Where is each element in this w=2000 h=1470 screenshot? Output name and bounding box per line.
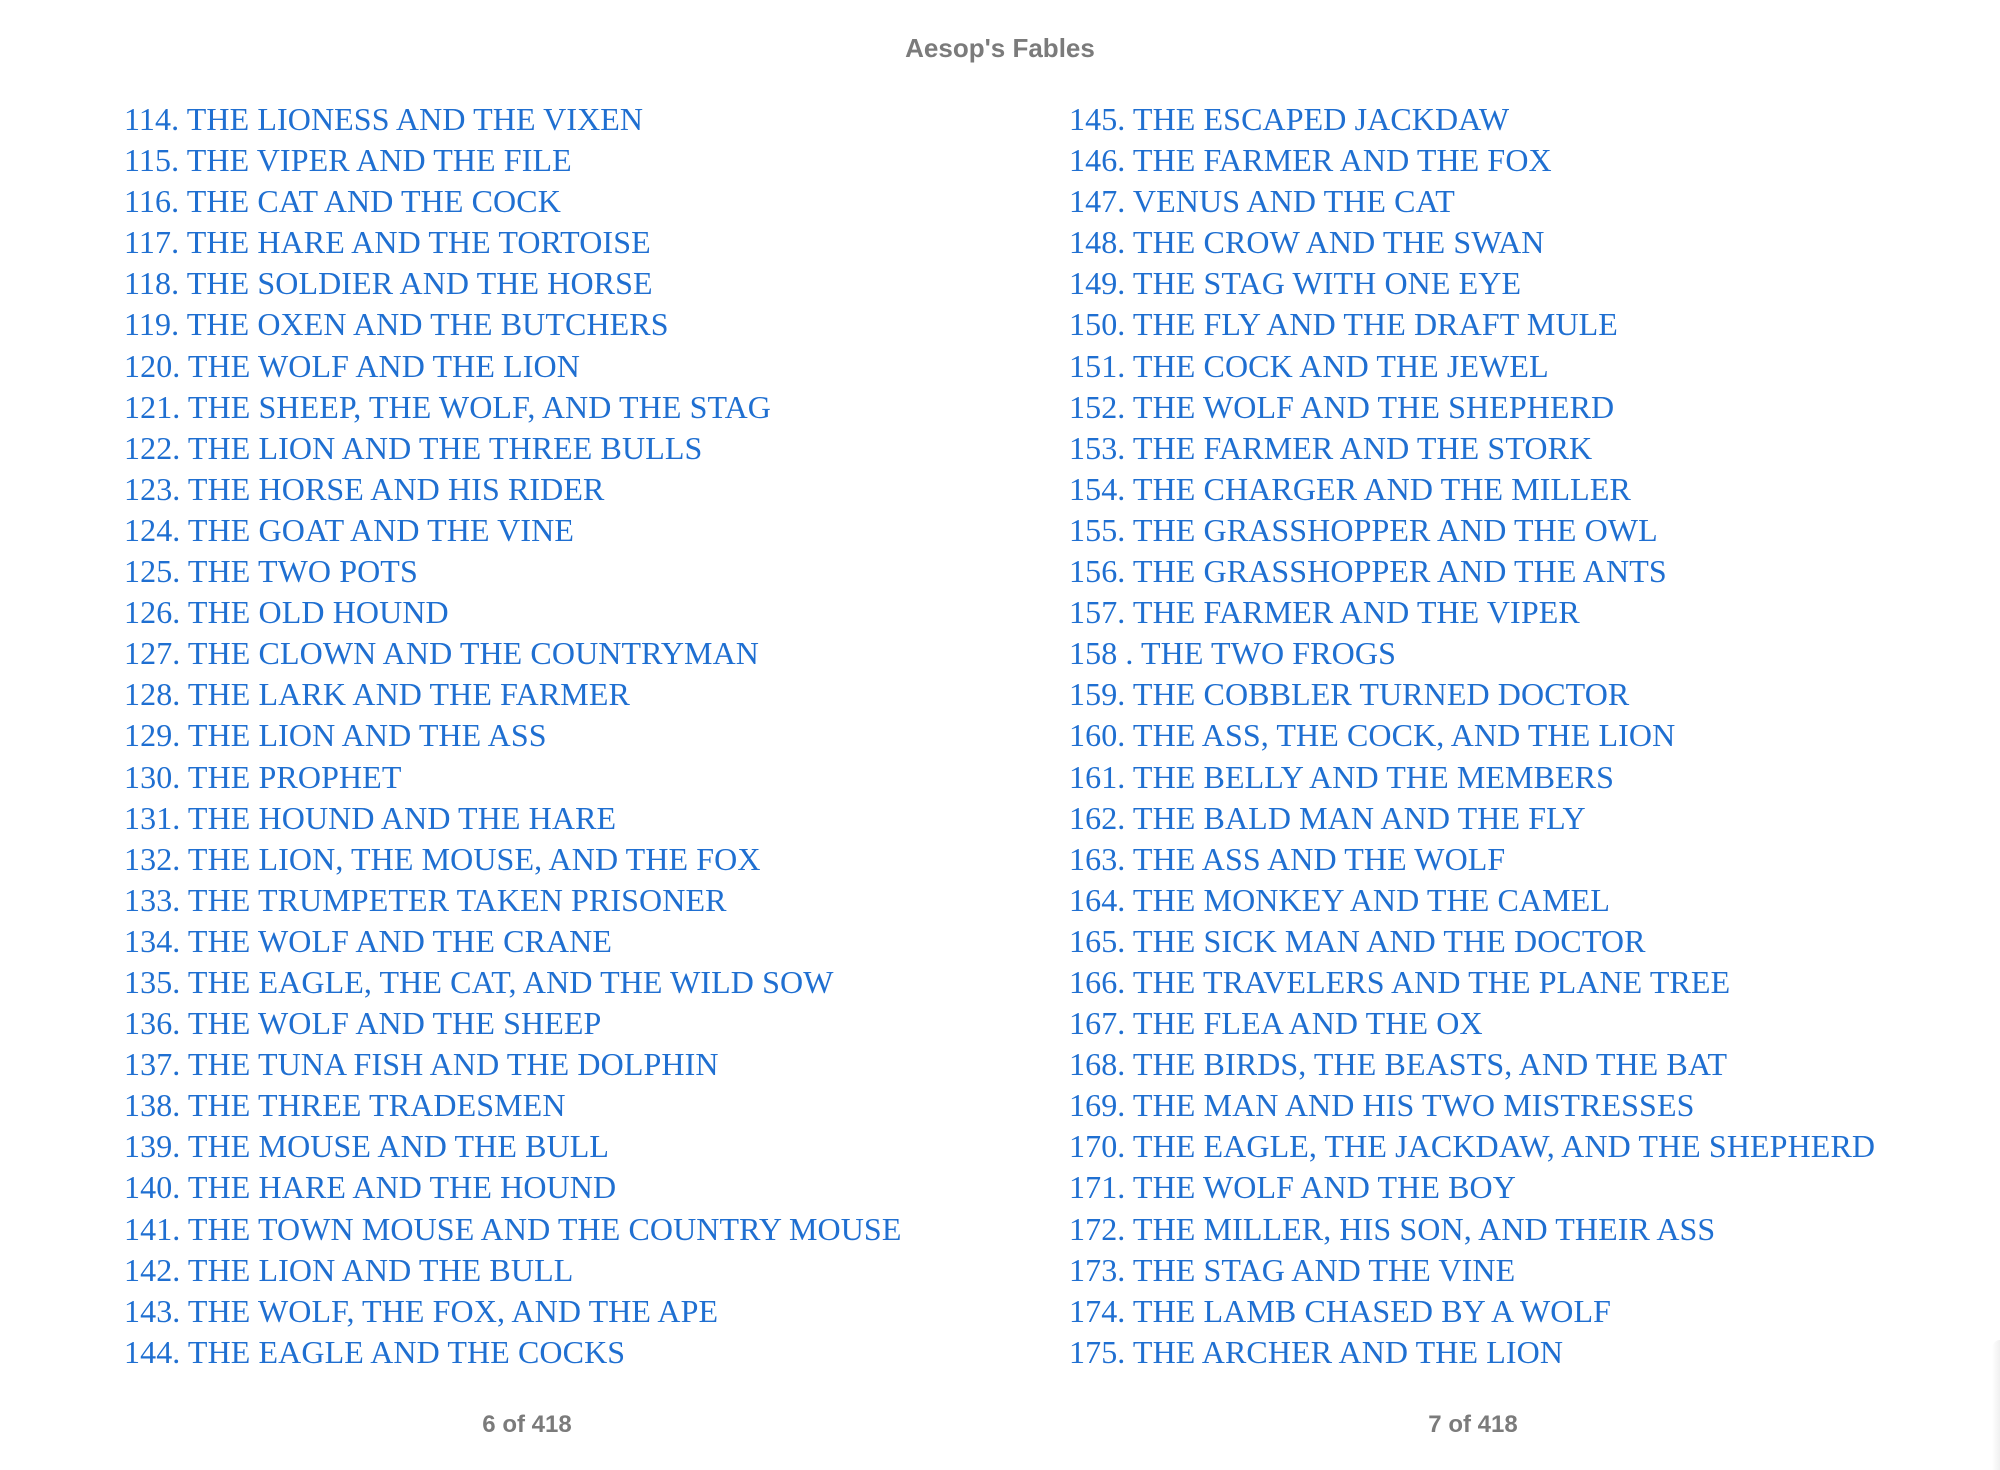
toc-entry-link[interactable]: 117. THE HARE AND THE TORTOISE xyxy=(124,224,651,261)
toc-entry-link[interactable]: 133. THE TRUMPETER TAKEN PRISONER xyxy=(124,881,727,918)
toc-entry-link[interactable]: 150. THE FLY AND THE DRAFT MULE xyxy=(1069,306,1618,343)
toc-entry-link[interactable]: 139. THE MOUSE AND THE BULL xyxy=(124,1128,610,1165)
toc-entry-link[interactable]: 163. THE ASS AND THE WOLF xyxy=(1069,840,1506,877)
toc-entry-link[interactable]: 142. THE LION AND THE BULL xyxy=(124,1251,574,1288)
toc-entry-link[interactable]: 134. THE WOLF AND THE CRANE xyxy=(124,922,613,959)
toc-entry-link[interactable]: 114. THE LIONESS AND THE VIXEN xyxy=(124,101,644,137)
toc-entry-link[interactable]: 169. THE MAN AND HIS TWO MISTRESSES xyxy=(1069,1087,1695,1124)
toc-entry-link[interactable]: 149. THE STAG WITH ONE EYE xyxy=(1069,265,1522,302)
toc-entry-link[interactable]: 170. THE EAGLE, THE JACKDAW, AND THE SHEPHERD xyxy=(1069,1128,1876,1165)
toc-entry-link[interactable]: 118. THE SOLDIER AND THE HORSE xyxy=(124,265,653,302)
toc-entry-link[interactable]: 154. THE CHARGER AND THE MILLER xyxy=(1069,470,1631,507)
page-number-right: 7 of 418 xyxy=(1428,1411,1518,1438)
toc-entry-link[interactable]: 167. THE FLEA AND THE OX xyxy=(1069,1005,1483,1042)
book-title: Aesop's Fables xyxy=(905,33,1095,63)
toc-entry-link[interactable]: 129. THE LION AND THE ASS xyxy=(124,717,547,754)
left-page xyxy=(124,99,901,1373)
toc-entry-link[interactable]: 127. THE CLOWN AND THE COUNTRYMAN xyxy=(124,635,760,672)
toc-entry-link[interactable]: 141. THE TOWN MOUSE AND THE COUNTRY MOUSE xyxy=(124,1210,902,1247)
toc-entry-link[interactable]: 166. THE TRAVELERS AND THE PLANE TREE xyxy=(1069,963,1731,1000)
toc-entry-link[interactable]: 168. THE BIRDS, THE BEASTS, AND THE BAT xyxy=(1069,1046,1728,1083)
page-curl-shadow xyxy=(1992,1340,2000,1470)
toc-entry-link[interactable]: 138. THE THREE TRADESMEN xyxy=(124,1087,566,1124)
toc-entry-link[interactable]: 123. THE HORSE AND HIS RIDER xyxy=(124,470,605,507)
toc-entry-link[interactable]: 172. THE MILLER, HIS SON, AND THEIR ASS xyxy=(1069,1210,1716,1247)
toc-list-left xyxy=(124,99,901,1373)
toc-entry-link[interactable]: 144. THE EAGLE AND THE COCKS xyxy=(124,1333,626,1370)
toc-entry-link[interactable]: 160. THE ASS, THE COCK, AND THE LION xyxy=(1069,717,1676,754)
toc-entry-link[interactable]: 140. THE HARE AND THE HOUND xyxy=(124,1169,617,1206)
toc-entry-link[interactable]: 152. THE WOLF AND THE SHEPHERD xyxy=(1069,388,1615,425)
toc-entry-link[interactable]: 125. THE TWO POTS xyxy=(124,553,418,590)
toc-entry-link[interactable]: 137. THE TUNA FISH AND THE DOLPHIN xyxy=(124,1046,719,1083)
toc-list-right xyxy=(1069,99,1875,1373)
toc-entry-link[interactable]: 136. THE WOLF AND THE SHEEP xyxy=(124,1005,602,1042)
toc-entry-link[interactable]: 157. THE FARMER AND THE VIPER xyxy=(1069,594,1580,631)
toc-entry-link[interactable]: 153. THE FARMER AND THE STORK xyxy=(1069,429,1593,466)
toc-entry-link[interactable]: 173. THE STAG AND THE VINE xyxy=(1069,1251,1516,1288)
page-number-left: 6 of 418 xyxy=(482,1411,572,1438)
toc-entry-link[interactable]: 156. THE GRASSHOPPER AND THE ANTS xyxy=(1069,553,1667,590)
toc-entry-link[interactable]: 146. THE FARMER AND THE FOX xyxy=(1069,142,1552,179)
toc-entry-link[interactable]: 132. THE LION, THE MOUSE, AND THE FOX xyxy=(124,840,761,877)
toc-entry-link[interactable]: 151. THE COCK AND THE JEWEL xyxy=(1069,347,1549,384)
toc-entry-link[interactable]: 120. THE WOLF AND THE LION xyxy=(124,347,580,384)
toc-entry-link[interactable]: 155. THE GRASSHOPPER AND THE OWL xyxy=(1069,511,1658,548)
toc-entry-link[interactable]: 148. THE CROW AND THE SWAN xyxy=(1069,224,1545,261)
toc-entry-link[interactable]: 124. THE GOAT AND THE VINE xyxy=(124,511,575,548)
toc-entry-link[interactable]: 116. THE CAT AND THE COCK xyxy=(124,183,561,220)
toc-entry-link[interactable]: 175. THE ARCHER AND THE LION xyxy=(1069,1333,1564,1370)
toc-entry-link[interactable]: 161. THE BELLY AND THE MEMBERS xyxy=(1069,758,1614,795)
toc-entry-link[interactable]: 158 . THE TWO FROGS xyxy=(1069,635,1396,672)
right-page xyxy=(1069,99,1875,1373)
toc-entry-link[interactable]: 162. THE BALD MAN AND THE FLY xyxy=(1069,799,1586,836)
toc-entry-link[interactable]: 165. THE SICK MAN AND THE DOCTOR xyxy=(1069,922,1646,959)
toc-entry-link[interactable]: 131. THE HOUND AND THE HARE xyxy=(124,799,617,836)
toc-entry-link[interactable]: 164. THE MONKEY AND THE CAMEL xyxy=(1069,881,1610,918)
toc-entry-link[interactable]: 119. THE OXEN AND THE BUTCHERS xyxy=(124,306,669,343)
toc-entry-link[interactable]: 121. THE SHEEP, THE WOLF, AND THE STAG xyxy=(124,388,772,425)
toc-entry-link[interactable]: 143. THE WOLF, THE FOX, AND THE APE xyxy=(124,1292,719,1329)
toc-entry-link[interactable]: 128. THE LARK AND THE FARMER xyxy=(124,676,630,713)
toc-entry-link[interactable]: 174. THE LAMB CHASED BY A WOLF xyxy=(1069,1292,1612,1329)
toc-entry-link[interactable]: 171. THE WOLF AND THE BOY xyxy=(1069,1169,1516,1206)
toc-entry-link[interactable]: 135. THE EAGLE, THE CAT, AND THE WILD SOW xyxy=(124,963,834,1000)
toc-entry-link[interactable]: 145. THE ESCAPED JACKDAW xyxy=(1069,101,1510,137)
toc-entry-link[interactable]: 115. THE VIPER AND THE FILE xyxy=(124,142,572,179)
toc-entry-link[interactable]: 147. VENUS AND THE CAT xyxy=(1069,183,1455,220)
toc-entry-link[interactable]: 130. THE PROPHET xyxy=(124,758,402,795)
toc-entry-link[interactable]: 122. THE LION AND THE THREE BULLS xyxy=(124,429,703,466)
toc-entry-link[interactable]: 159. THE COBBLER TURNED DOCTOR xyxy=(1069,676,1630,713)
toc-entry-link[interactable]: 126. THE OLD HOUND xyxy=(124,594,449,631)
